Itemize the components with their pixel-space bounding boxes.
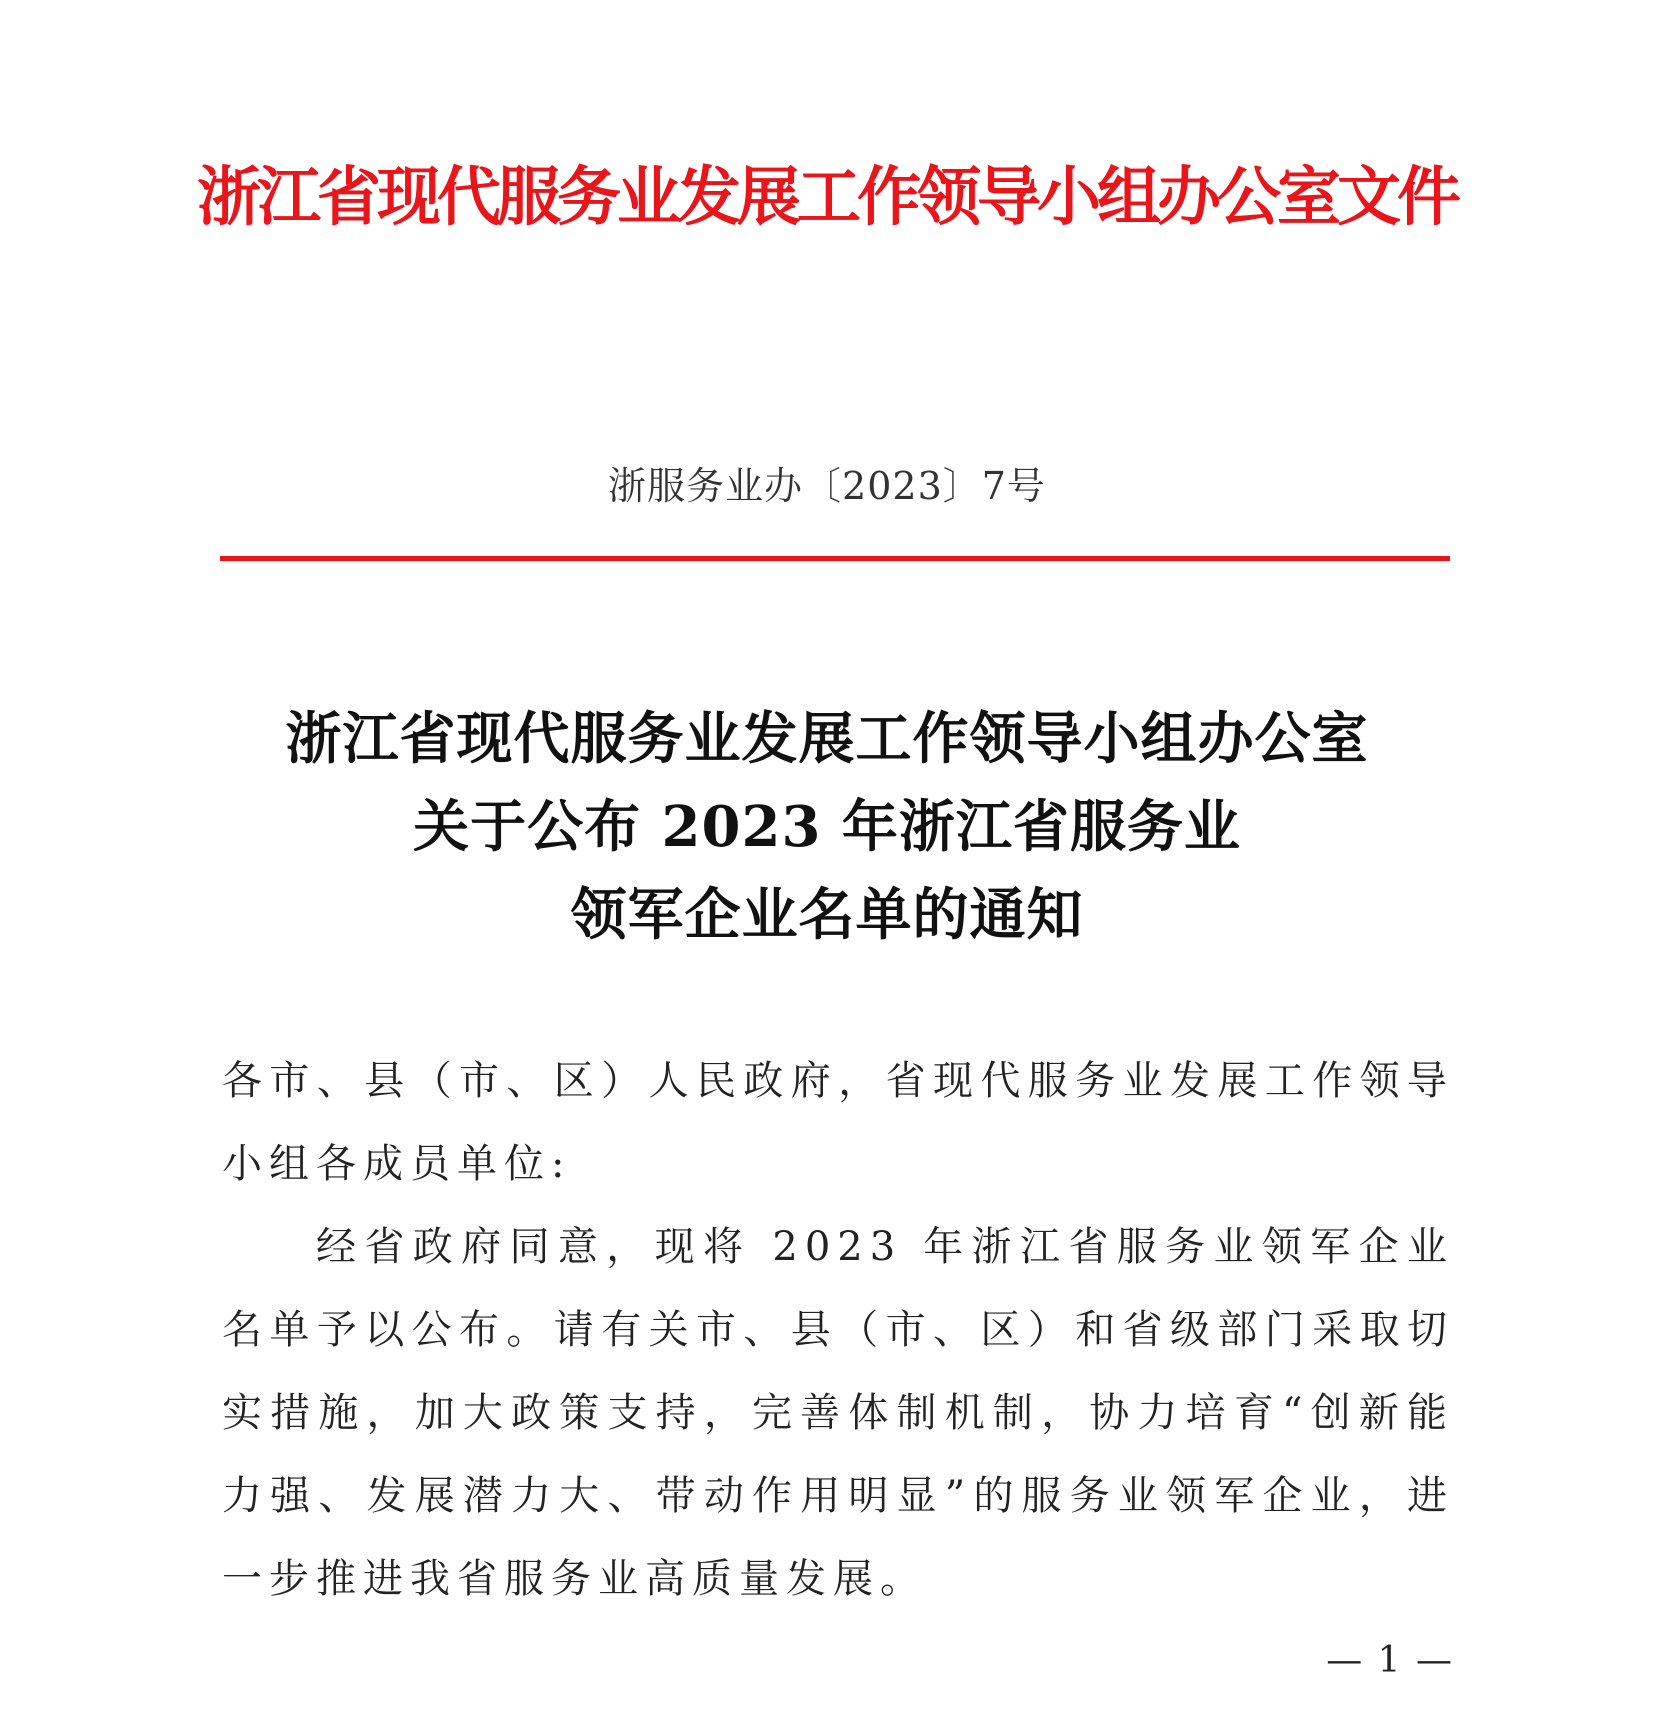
body-paragraph: 经省政府同意，现将 2023 年浙江省服务业领军企业名单予以公布。请有关市、县（市、区）和省级部门采取切实措施，加大政策支持，完善体制机制，协力培育“创新能力强、发展潜力大、带动作用明显”的服务业领军企业，进一步推进我省服务业高质量发展。 [222,1224,1454,1602]
notice-title-line-2: 关于公布 2023 年浙江省服务业 [413,794,1241,860]
page-number: — 1 — [1326,1640,1454,1681]
notice-title [0,695,1654,959]
notice-title-line-3: 领军企业名单的通知 [570,882,1084,948]
notice-body [222,1040,1454,1621]
document-number: 浙服务业办〔2023〕7号 [608,464,1046,508]
notice-title-line-1: 浙江省现代服务业发展工作领导小组办公室 [285,706,1369,772]
red-divider-line [220,556,1450,561]
salutation: 各市、县（市、区）人民政府，省现代服务业发展工作领导小组各成员单位: [222,1058,1454,1187]
agency-header-title: 浙江省现代服务业发展工作领导小组办公室文件 [197,160,1457,235]
